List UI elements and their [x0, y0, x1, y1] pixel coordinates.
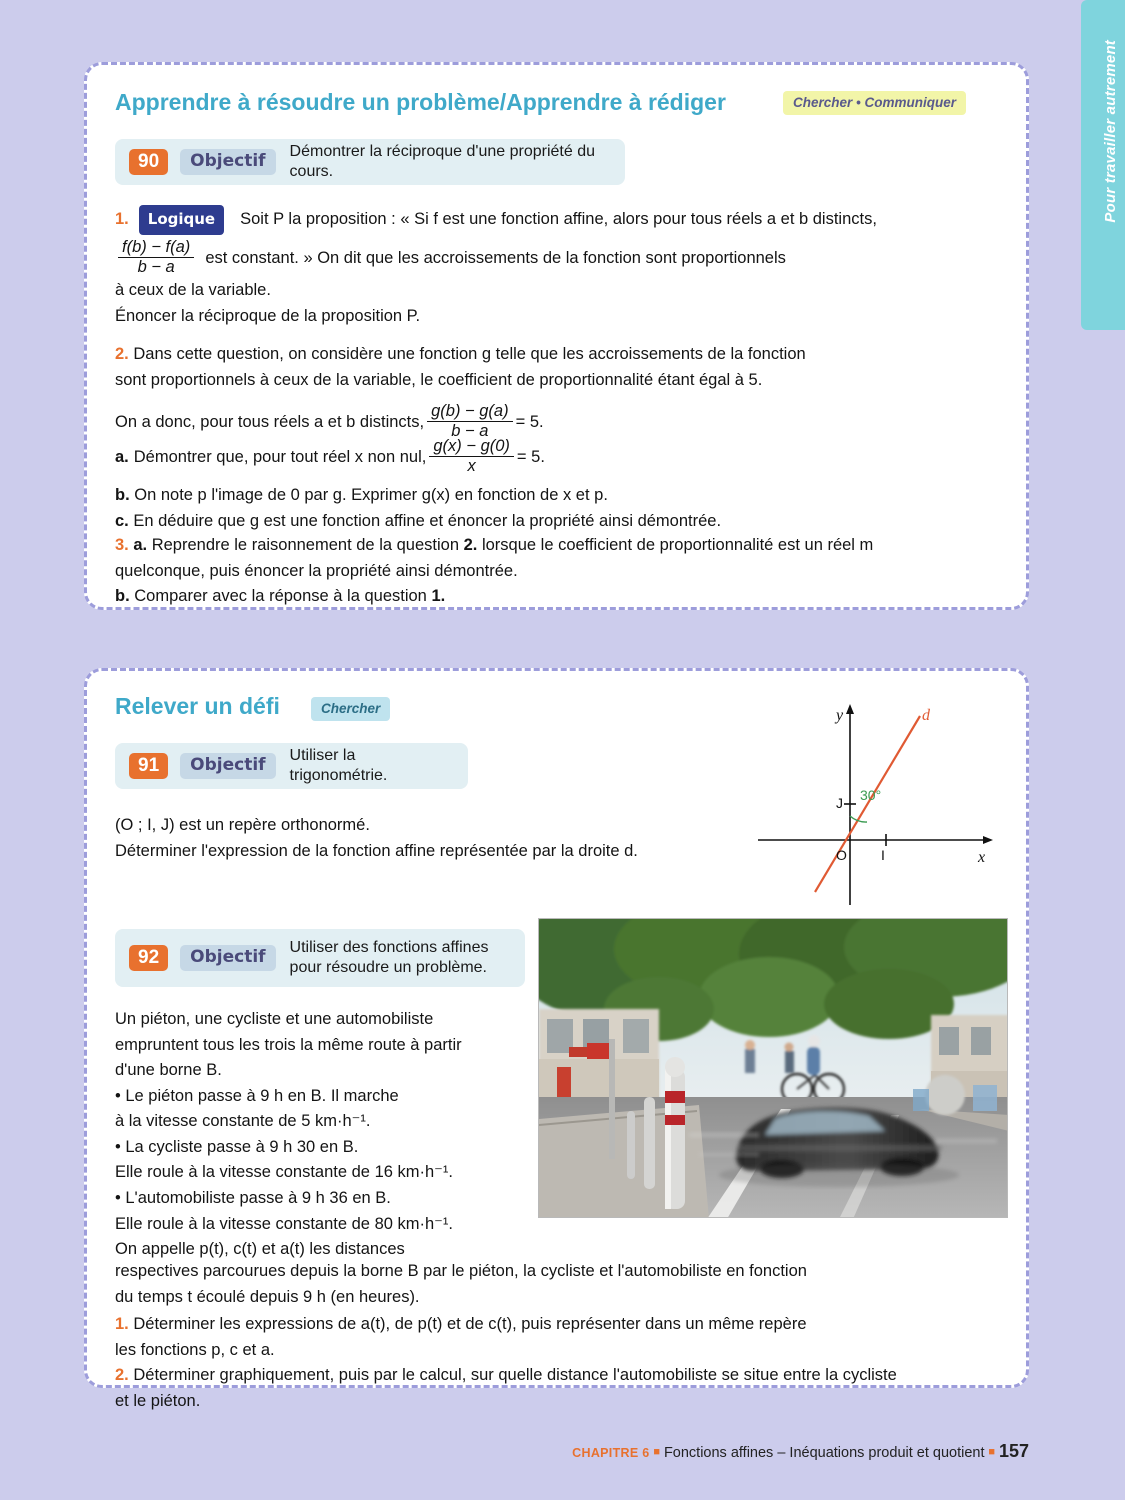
section-title-2: Relever un défi	[115, 693, 280, 719]
ex92-q2-number: 2.	[115, 1366, 129, 1385]
q3-number: 3.	[115, 536, 129, 554]
graph-label-i: I	[881, 847, 885, 863]
ex92-p-3: • Le piéton passe à 9 h en B. Il marche	[115, 1086, 399, 1105]
objective-text-92-line2: pour résoudre un problème.	[289, 959, 487, 976]
objective-text-91: Utiliser la trigonométrie.	[289, 747, 388, 784]
fraction-2	[427, 402, 513, 441]
graph-label-j: J	[836, 795, 843, 811]
fraction-3-denominator: x	[429, 456, 514, 476]
fraction-2-denominator: b − a	[427, 421, 513, 441]
qb-text: On note p l'image de 0 par g. Exprimer g(x) en fonction de x et p.	[134, 485, 608, 504]
graph-label-o: O	[836, 847, 847, 863]
qb-label: b.	[115, 485, 130, 504]
qa-text: Démontrer que, pour tout réel x non nul,	[133, 447, 427, 466]
q3a-ref: 2.	[463, 536, 478, 554]
qa-label: a.	[115, 447, 129, 466]
objective-bar-92	[115, 929, 525, 987]
graph-label-x: x	[978, 849, 986, 866]
q3b-text: Comparer avec la réponse à la question	[134, 587, 427, 606]
ex92-p-8: Elle roule à la vitesse constante de 80 km·h⁻¹.	[115, 1214, 453, 1233]
graph-label-d: d	[922, 707, 930, 724]
footer-square-left: ■	[653, 1446, 661, 1458]
question-1-block	[115, 205, 1005, 329]
ex92-q1-line1: Déterminer les expressions de a(t), de p(t) et de c(t), puis représenter dans un même repère	[133, 1315, 807, 1334]
ex92-q2-line2: et le piéton.	[115, 1391, 201, 1410]
fraction-2-numerator: g(b) − g(a)	[431, 402, 509, 421]
section-title-1: Apprendre à résoudre un problème/Apprendre à rédiger	[115, 89, 726, 115]
street-photo	[538, 918, 1008, 1218]
footer-title: Fonctions affines – Inéquations produit et quotient	[663, 1445, 985, 1461]
logique-badge: Logique	[139, 205, 224, 235]
side-tab	[1081, 0, 1125, 330]
qc-text: En déduire que g est une fonction affine et énoncer la propriété ainsi démontrée.	[133, 511, 722, 530]
ex92-q1-line2: les fonctions p, c et a.	[115, 1340, 275, 1359]
q2-line2: sont proportionnels à ceux de la variable, le coefficient de proportionnalité étant égal à 5.	[115, 370, 763, 389]
exercise-card-90	[84, 62, 1029, 610]
graph-svg	[740, 700, 1000, 910]
ex92-p-4: à la vitesse constante de 5 km·h⁻¹.	[115, 1112, 371, 1131]
ex91-statement	[115, 813, 755, 864]
q1-line3: à ceux de la variable.	[115, 281, 271, 300]
footer-square-right: ■	[988, 1446, 996, 1458]
qa-tail: = 5.	[516, 447, 545, 466]
ex92-p-2: d'une borne B.	[115, 1061, 222, 1080]
competency-tag-2: Chercher	[311, 697, 390, 721]
q3a-label: a.	[133, 536, 148, 554]
fraction-3-numerator: g(x) − g(0)	[433, 437, 510, 455]
ex92-wide-0: respectives parcourues depuis la borne B par le piéton, la cycliste et l'automobiliste en fonction	[115, 1262, 807, 1280]
graph-exercise-91	[740, 700, 1000, 910]
fraction-1-numerator: f(b) − f(a)	[122, 238, 191, 257]
competency-tag-1: Chercher • Communiquer	[783, 91, 966, 115]
side-tab-label: Pour travailler autrement	[1102, 40, 1119, 223]
objective-label-92: Objectif	[180, 945, 275, 971]
ex92-p-5: • La cycliste passe à 9 h 30 en B.	[115, 1137, 359, 1156]
q2-number: 2.	[115, 345, 129, 363]
q2-line3a: On a donc, pour tous réels a et b distincts,	[115, 412, 425, 431]
question-3-block	[115, 533, 1005, 610]
graph-label-y: y	[836, 707, 844, 724]
q3a-text1: Reprendre le raisonnement de la question	[151, 536, 459, 554]
page-footer	[0, 1441, 1125, 1462]
q2-line1: Dans cette question, on considère une fonction g telle que les accroissements de la fonction	[133, 345, 806, 363]
ex92-p-9: On appelle p(t), c(t) et a(t) les distances	[115, 1240, 405, 1259]
exercise-number-90: 90	[129, 149, 168, 175]
objective-bar-91	[115, 743, 468, 789]
ex91-line2: Déterminer l'expression de la fonction affine représentée par la droite d.	[115, 841, 638, 860]
q3b-ref: 1.	[431, 587, 446, 606]
fraction-1	[118, 238, 194, 277]
objective-label-90: Objectif	[180, 149, 275, 175]
ex91-line1: (O ; I, J) est un repère orthonormé.	[115, 816, 370, 834]
ex92-p-0: Un piéton, une cycliste et une automobiliste	[115, 1010, 434, 1028]
objective-text-90: Démontrer la réciproque d'une propriété du cours.	[289, 143, 595, 180]
ex92-p-7: • L'automobiliste passe à 9 h 36 en B.	[115, 1188, 391, 1207]
q3a-line2: quelconque, puis énoncer la propriété ainsi démontrée.	[115, 561, 518, 580]
footer-chapter: CHAPITRE 6	[572, 1446, 650, 1460]
ex92-wide-text	[115, 1259, 1005, 1414]
question-2-block	[115, 342, 1005, 442]
q1-line4: Énoncer la réciproque de la proposition P.	[115, 306, 421, 325]
ex92-p-6: Elle roule à la vitesse constante de 16 km·h⁻¹.	[115, 1163, 453, 1182]
q2-line3b: = 5.	[515, 412, 544, 431]
fraction-3	[429, 437, 514, 476]
ex92-p-1: empruntent tous les trois la même route à partir	[115, 1035, 462, 1054]
exercise-number-91: 91	[129, 753, 168, 779]
ex92-q2-line1: Déterminer graphiquement, puis par le calcul, sur quelle distance l'automobiliste se situe entre la cycliste	[133, 1366, 897, 1385]
objective-bar-90	[115, 139, 625, 185]
ex92-q1-number: 1.	[115, 1315, 129, 1334]
q3b-label: b.	[115, 587, 130, 606]
objective-label-91: Objectif	[180, 753, 275, 779]
ex92-wide-1: du temps t écoulé depuis 9 h (en heures).	[115, 1287, 420, 1306]
exercise-number-92: 92	[129, 945, 168, 971]
q3a-text2: lorsque le coefficient de proportionnalité est un réel m	[481, 536, 874, 554]
ex92-paragraph	[115, 1007, 585, 1263]
question-2-sub-block	[115, 438, 1005, 534]
fraction-1-denominator: b − a	[118, 257, 194, 277]
graph-label-angle: 30°	[860, 787, 882, 803]
street-photo-svg	[539, 919, 1008, 1218]
q1-number: 1.	[115, 210, 129, 229]
qc-label: c.	[115, 511, 129, 530]
q1-line2: est constant. » On dit que les accroissements de la fonction sont proportionnels	[205, 248, 786, 267]
objective-text-92-line1: Utiliser des fonctions affines	[289, 939, 489, 956]
q1-line1: Soit P la proposition : « Si f est une fonction affine, alors pour tous réels a et b distincts,	[240, 210, 877, 229]
footer-page-number: 157	[998, 1441, 1029, 1461]
